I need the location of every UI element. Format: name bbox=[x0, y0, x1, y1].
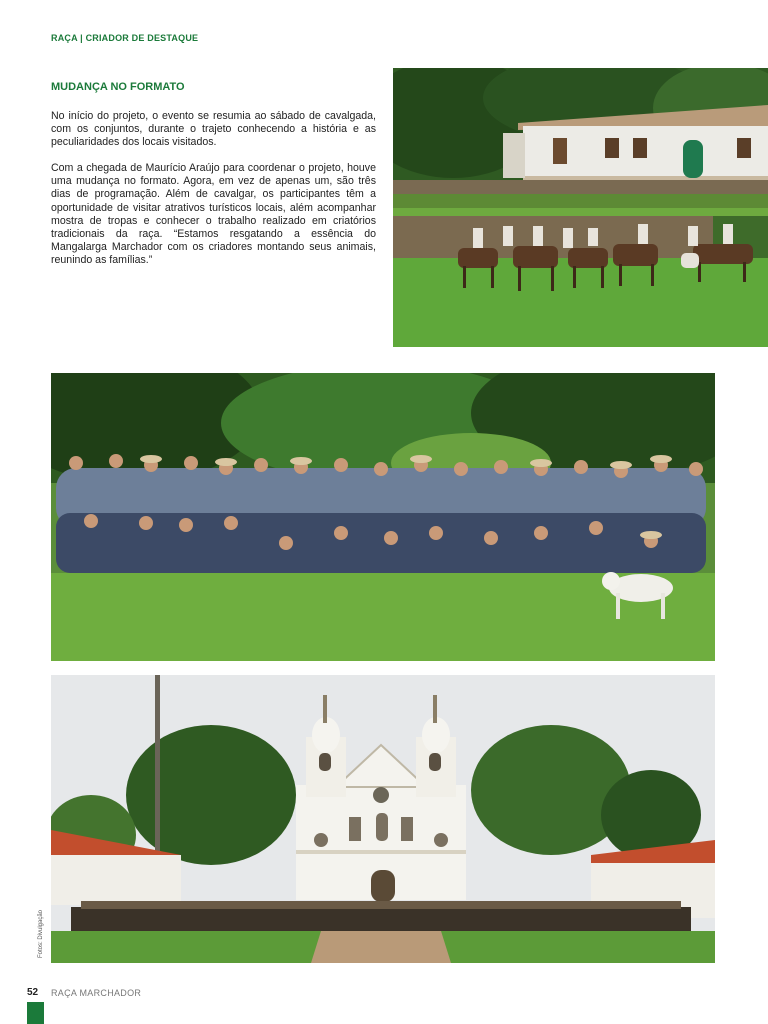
article-heading: MUDANÇA NO FORMATO bbox=[51, 81, 185, 93]
article-body bbox=[51, 110, 376, 280]
photo-group-portrait bbox=[51, 373, 715, 661]
footer-accent-bar bbox=[27, 1002, 44, 1024]
section-tag: RAÇA | CRIADOR DE DESTAQUE bbox=[51, 33, 199, 43]
paragraph: No início do projeto, o evento se resumia ao sábado de cavalgada, com os conjuntos, durante o trajeto conhecendo a história e as peculiaridades dos locais visitados. bbox=[51, 110, 376, 149]
magazine-name: RAÇA MARCHADOR bbox=[51, 988, 142, 998]
paragraph: Com a chegada de Maurício Araújo para coordenar o projeto, houve uma mudança no formato. Agora, em vez de apenas um, são três dias de programação. Além de cavalgar, os participantes têm a oportunidade de visitar atrativos turísticos locais, além acompanhar mostra de tropas e conhecer o trabalho realizado em criatórios tradicionais da raça. “Estamos resgatando a essência do Mangalarga Marchador com os criadores montando seus animais, reunindo as famílias.” bbox=[51, 162, 376, 266]
photo-church-riders bbox=[51, 675, 715, 963]
page-number: 52 bbox=[27, 987, 39, 998]
photo-credit: Fotos: Divulgação bbox=[38, 909, 44, 958]
photo-riders-farmhouse bbox=[393, 68, 768, 347]
